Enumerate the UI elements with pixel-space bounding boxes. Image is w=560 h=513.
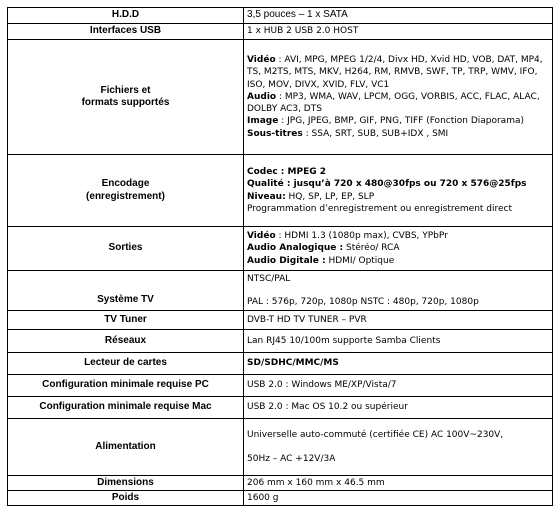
- spec-value-network: Lan RJ45 10/100m supporte Samba Clients: [244, 330, 553, 353]
- formats-video: [247, 54, 549, 91]
- formats-image-label: Image: [247, 116, 279, 127]
- tv-system-line1: NTSC/PAL: [247, 274, 291, 285]
- table-row: [8, 397, 553, 419]
- formats-subtitles: [247, 128, 549, 140]
- table-row: [8, 24, 553, 40]
- table-row: [8, 375, 553, 397]
- outputs-analog-text: Stéréo/ RCA: [343, 243, 400, 254]
- spec-value-weight: 1600 g: [244, 491, 553, 506]
- encoding-programming: Programmation d’enregistrement ou enregistrement direct: [247, 203, 513, 214]
- spec-label-power: Alimentation: [8, 419, 244, 476]
- outputs-video: [247, 230, 549, 242]
- power-line1: Universelle auto-commuté (certifiée CE) AC 100V~230V,: [247, 429, 504, 440]
- table-row: [8, 40, 553, 155]
- table-row: [8, 271, 553, 311]
- tv-system-line2: PAL : 576p, 720p, 1080p NSTC : 480p, 720p, 1080p: [247, 296, 479, 307]
- outputs-digital: [247, 255, 549, 267]
- spec-label-formats-line2: formats supportés: [81, 97, 170, 108]
- spec-label-formats: [8, 40, 244, 155]
- formats-video-label: Vidéo: [247, 54, 276, 65]
- encoding-level: [247, 191, 549, 203]
- spec-value-tv-tuner: DVB-T HD TV TUNER – PVR: [244, 311, 553, 330]
- spec-value-hdd: 3,5 pouces – 1 x SATA: [244, 8, 553, 24]
- table-row: [8, 311, 553, 330]
- table-row: [8, 155, 553, 227]
- formats-subtitles-text: : SSA, SRT, SUB, SUB+IDX , SMI: [302, 128, 449, 139]
- spec-value-card-reader: SD/SDHC/MMC/MS: [244, 353, 553, 375]
- spec-label-hdd: H.D.D: [8, 8, 244, 24]
- outputs-video-text: : HDMI 1.3 (1080p max), CVBS, YPbPr: [275, 231, 448, 242]
- table-row: [8, 330, 553, 353]
- formats-audio: [247, 91, 549, 116]
- spec-label-pc-requirements: Configuration minimale requise PC: [8, 375, 244, 397]
- outputs-analog-label: Audio Analogique :: [247, 243, 344, 254]
- spec-label-mac-requirements: Configuration minimale requise Mac: [8, 397, 244, 419]
- table-row: [8, 491, 553, 506]
- spec-value-formats: [244, 40, 553, 155]
- spec-value-usb: 1 x HUB 2 USB 2.0 HOST: [244, 24, 553, 40]
- spec-value-encoding: [244, 155, 553, 227]
- spec-value-outputs: [244, 227, 553, 271]
- spec-value-power: [244, 419, 553, 476]
- specifications-table: [7, 7, 553, 506]
- table-row: [8, 8, 553, 24]
- spec-label-tv-system-text: Système TV: [97, 293, 154, 305]
- outputs-analog: [247, 242, 549, 254]
- spec-label-network: Réseaux: [8, 330, 244, 353]
- outputs-video-label: Vidéo: [247, 231, 276, 242]
- spec-label-card-reader: Lecteur de cartes: [8, 353, 244, 375]
- spec-label-outputs: Sorties: [8, 227, 244, 271]
- formats-audio-label: Audio: [247, 91, 277, 102]
- power-line2: 50Hz – AC +12V/3A: [247, 454, 336, 464]
- formats-audio-text: : MP3, WMA, WAV, LPCM, OGG, VORBIS, ACC, FLAC, ALAC, DOLBY AC3, DTS: [247, 91, 540, 115]
- spec-label-tv-tuner: TV Tuner: [8, 311, 244, 330]
- formats-image: [247, 115, 549, 127]
- table-row: [8, 353, 553, 375]
- encoding-level-label: Niveau:: [247, 191, 286, 202]
- encoding-codec: Codec : MPEG 2: [247, 166, 327, 177]
- spec-value-mac-requirements: USB 2.0 : Mac OS 10.2 ou supérieur: [244, 397, 553, 419]
- table-row: [8, 419, 553, 476]
- encoding-level-text: HQ, SP, LP, EP, SLP: [285, 191, 375, 202]
- formats-subtitles-label: Sous-titres: [247, 128, 303, 139]
- spec-label-formats-line1: Fichiers et: [100, 84, 151, 96]
- spec-label-encoding-line1: Encodage: [101, 178, 150, 190]
- spec-label-encoding: [8, 155, 244, 227]
- spec-label-usb: Interfaces USB: [8, 24, 244, 40]
- table-row: [8, 227, 553, 271]
- table-row: [8, 476, 553, 491]
- spec-value-tv-system: [244, 271, 553, 311]
- spec-label-encoding-line2: (enregistrement): [86, 190, 165, 202]
- spec-label-dimensions: Dimensions: [8, 476, 244, 491]
- encoding-quality: Qualité : jusqu’à 720 x 480@30fps ou 720 x 576@25fps: [247, 179, 527, 190]
- outputs-digital-label: Audio Digitale :: [247, 255, 326, 266]
- formats-image-text: : JPG, JPEG, BMP, GIF, PNG, TIFF (Fonction Diaporama): [278, 116, 524, 127]
- spec-value-dimensions: 206 mm x 160 mm x 46.5 mm: [244, 476, 553, 491]
- spec-label-tv-system: [8, 271, 244, 311]
- outputs-digital-text: HDMI/ Optique: [325, 255, 395, 266]
- spec-value-pc-requirements: USB 2.0 : Windows ME/XP/Vista/7: [244, 375, 553, 397]
- spec-label-weight: Poids: [8, 491, 244, 506]
- formats-video-text: : AVI, MPG, MPEG 1/2/4, Divx HD, Xvid HD, VOB, DAT, MP4, TS, M2TS, MTS, MKV, H264, RM, RMVB, SWF, TP, TRP, WMV, IFO, ISO, MOV, DIVX, XVID, FLV, VC1: [247, 54, 543, 90]
